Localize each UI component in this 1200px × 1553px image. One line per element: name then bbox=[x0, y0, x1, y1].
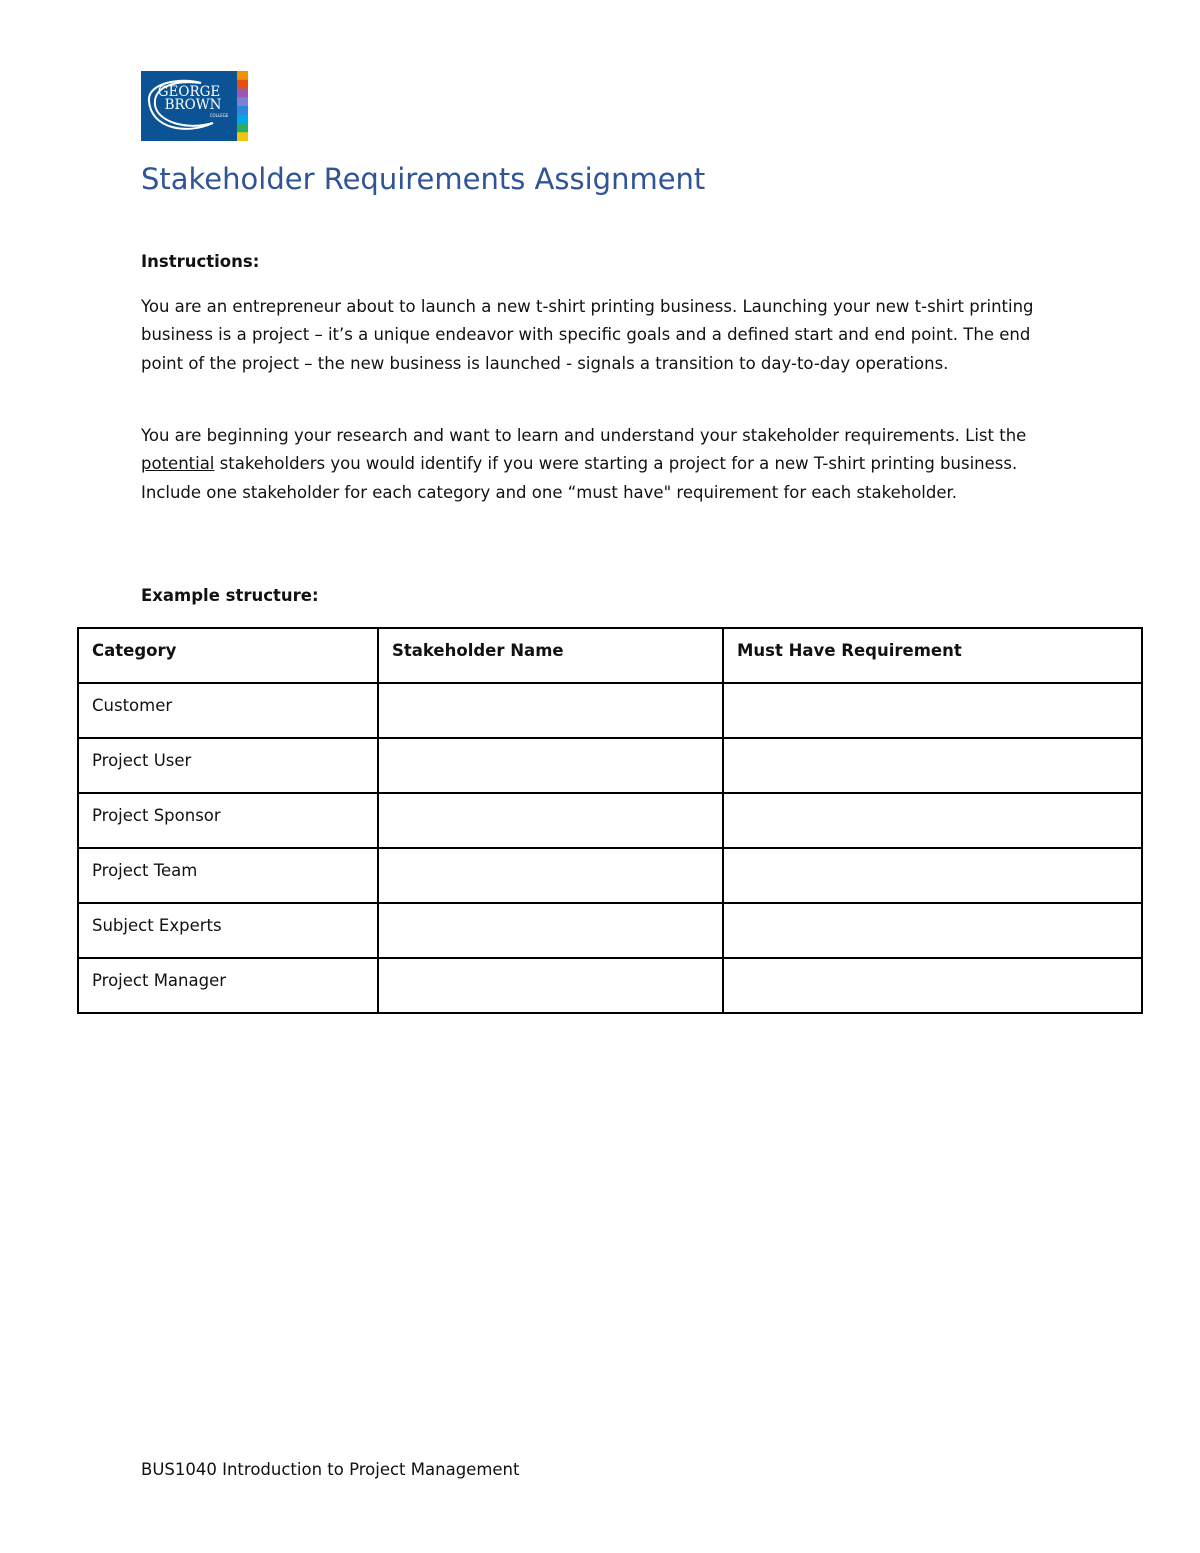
table-header-row bbox=[78, 628, 1142, 683]
column-header-category bbox=[78, 628, 378, 683]
stakeholder-name-cell[interactable] bbox=[378, 683, 723, 738]
category-project-manager: Project Manager bbox=[92, 971, 227, 990]
instructions-paragraph-2 bbox=[141, 422, 1061, 507]
category-cell bbox=[78, 903, 378, 958]
requirement-value bbox=[737, 904, 1141, 916]
logo-stripe bbox=[237, 71, 248, 80]
category-cell bbox=[78, 958, 378, 1013]
column-header-stakeholder-name-label: Stakeholder Name bbox=[392, 641, 564, 660]
stakeholder-name-value bbox=[392, 849, 722, 861]
category-project-team: Project Team bbox=[92, 861, 198, 880]
table-row bbox=[78, 793, 1142, 848]
requirement-value bbox=[737, 794, 1141, 806]
george-brown-college-logo bbox=[141, 71, 248, 141]
underlined-word-potential: potential bbox=[141, 454, 215, 474]
column-header-must-have-requirement bbox=[723, 628, 1142, 683]
requirement-value bbox=[737, 849, 1141, 861]
logo-stripe bbox=[237, 124, 248, 133]
requirement-cell[interactable] bbox=[723, 738, 1142, 793]
column-header-category-label: Category bbox=[92, 641, 177, 660]
logo-stripe bbox=[237, 115, 248, 124]
requirement-value bbox=[737, 684, 1141, 696]
category-customer: Customer bbox=[92, 696, 173, 715]
column-header-must-have-requirement-label: Must Have Requirement bbox=[737, 641, 962, 660]
stakeholder-requirements-table bbox=[77, 627, 1143, 1014]
column-header-stakeholder-name bbox=[378, 628, 723, 683]
paragraph-2-text-start: You are beginning your research and want to learn and understand your stakeholder requirements. List the bbox=[141, 426, 1027, 445]
table-row bbox=[78, 738, 1142, 793]
instructions-paragraph-1: You are an entrepreneur about to launch a new t-shirt printing business. Launching your new t-shirt printing business is a project – it’s a unique endeavor with specific goals and a defined start and end point. The end point of the project – the new business is launched - signals a transition to day-to-day operations. bbox=[141, 297, 1034, 373]
table-row bbox=[78, 848, 1142, 903]
logo-stripe bbox=[237, 80, 248, 89]
table-row bbox=[78, 683, 1142, 738]
logo-text-line3: COLLEGE bbox=[209, 113, 229, 118]
category-project-user: Project User bbox=[92, 751, 192, 770]
logo-stripes bbox=[237, 71, 248, 141]
requirement-cell[interactable] bbox=[723, 683, 1142, 738]
instructions-label: Instructions: bbox=[141, 252, 260, 271]
requirement-cell[interactable] bbox=[723, 958, 1142, 1013]
logo-text-line1: GEORGE bbox=[157, 84, 221, 100]
category-cell bbox=[78, 793, 378, 848]
category-cell bbox=[78, 848, 378, 903]
page-title: Stakeholder Requirements Assignment bbox=[141, 162, 706, 196]
stakeholder-name-value bbox=[392, 684, 722, 696]
stakeholder-name-value bbox=[392, 904, 722, 916]
logo-stripe bbox=[237, 89, 248, 98]
requirement-cell[interactable] bbox=[723, 793, 1142, 848]
category-project-sponsor: Project Sponsor bbox=[92, 806, 221, 825]
table-row bbox=[78, 958, 1142, 1013]
category-cell bbox=[78, 683, 378, 738]
paragraph-2-text-end: stakeholders you would identify if you were starting a project for a new T-shirt printing business. Include one stakeholder for each category and one “must have" requirement for each stakeholder. bbox=[141, 454, 1018, 502]
stakeholder-name-value bbox=[392, 794, 722, 806]
stakeholder-name-value bbox=[392, 959, 722, 971]
requirement-cell[interactable] bbox=[723, 848, 1142, 903]
category-subject-experts: Subject Experts bbox=[92, 916, 222, 935]
logo-text-line2: BROWN bbox=[164, 97, 222, 113]
category-cell bbox=[78, 738, 378, 793]
stakeholder-name-cell[interactable] bbox=[378, 738, 723, 793]
logo-stripe bbox=[237, 97, 248, 106]
stakeholder-name-cell[interactable] bbox=[378, 793, 723, 848]
example-structure-label: Example structure: bbox=[141, 586, 319, 605]
requirement-cell[interactable] bbox=[723, 903, 1142, 958]
stakeholder-name-cell[interactable] bbox=[378, 958, 723, 1013]
page-footer: BUS1040 Introduction to Project Management bbox=[141, 1460, 520, 1479]
stakeholder-name-cell[interactable] bbox=[378, 848, 723, 903]
requirement-value bbox=[737, 739, 1141, 751]
stakeholder-name-value bbox=[392, 739, 722, 751]
logo-stripe bbox=[237, 132, 248, 141]
table-row bbox=[78, 903, 1142, 958]
requirement-value bbox=[737, 959, 1141, 971]
stakeholder-name-cell[interactable] bbox=[378, 903, 723, 958]
logo-stripe bbox=[237, 106, 248, 115]
